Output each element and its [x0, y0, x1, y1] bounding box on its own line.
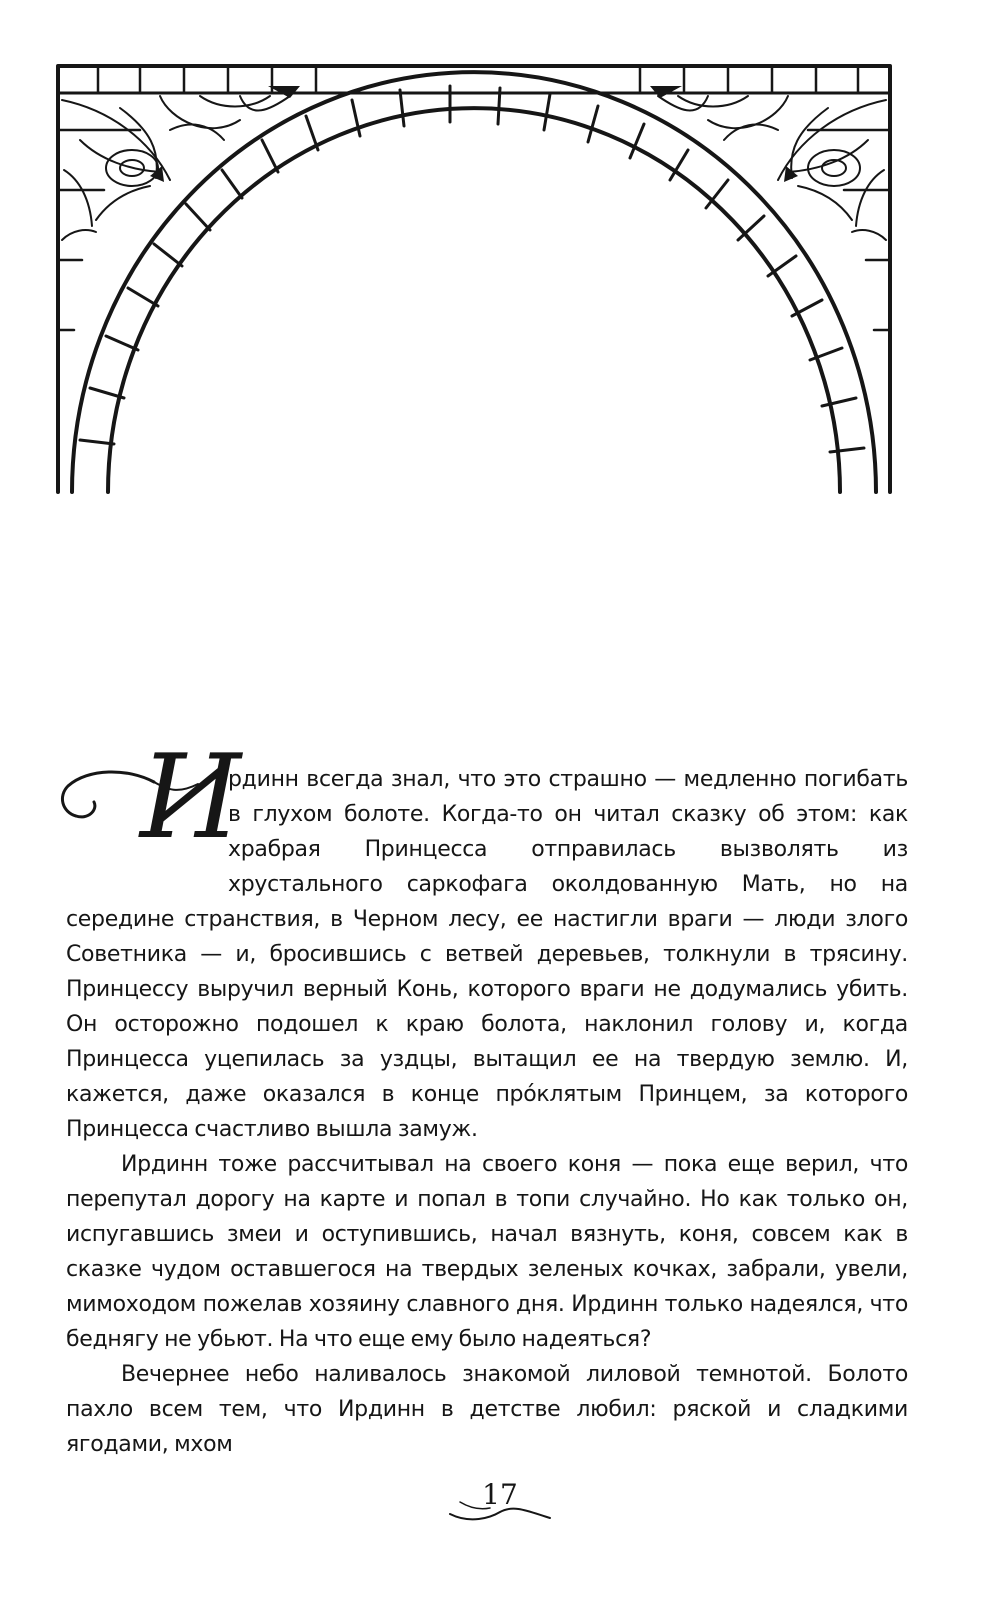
- drop-cap-letter: И: [140, 730, 241, 865]
- page-folio: [430, 1478, 570, 1538]
- paragraph-2: Ирдинн тоже рассчитывал на своего коня — пока еще верил, что перепутал дорогу на карте и попал в топи случайно. Но как только он, испугавшись змеи и оступившись, начал вязнуть, коня, совсем как в сказке чудом оставшегося на твердых зеленых кочках, забрали, увели, мимоходом пожелав хозяину славного дня. Ирдинн только надеялся, что беднягу не убьют. На что еще ему было надеяться?: [66, 1152, 908, 1352]
- stained-glass-arch-ornament-icon: [0, 0, 1000, 520]
- page-number: 17: [482, 1478, 518, 1511]
- drop-cap: [58, 730, 241, 882]
- body-text: [66, 730, 908, 1462]
- paragraph-3: Вечернее небо наливалось знакомой лиловой темнотой. Болото пахло всем тем, что Ирдинн в детстве любил: ряской и сладкими ягодами, мхом: [66, 1362, 908, 1457]
- swash-underline-icon: [430, 1478, 570, 1538]
- paragraph-1: рдинн всегда знал, что это страшно — медленно погибать в глухом болоте. Когда-то он читал сказку об этом: как храбрая Принцесса отправилась вызволять из хрустального саркофага околдованную Мать, но на середине странствия, в Черном лесу, ее настигли враги — люди злого Советника — и, бросившись с ветвей деревьев, толкнули в трясину. Принцессу выручил верный Конь, которого враги не додумались убить. Он осторожно подошел к краю болота, наклонил голову и, когда Принцесса уцепилась за уздцы, вытащил ее на твердую землю. И, кажется, даже оказался в конце прóклятым Принцем, за которого Принцесса счастливо вышла замуж.: [66, 767, 908, 1142]
